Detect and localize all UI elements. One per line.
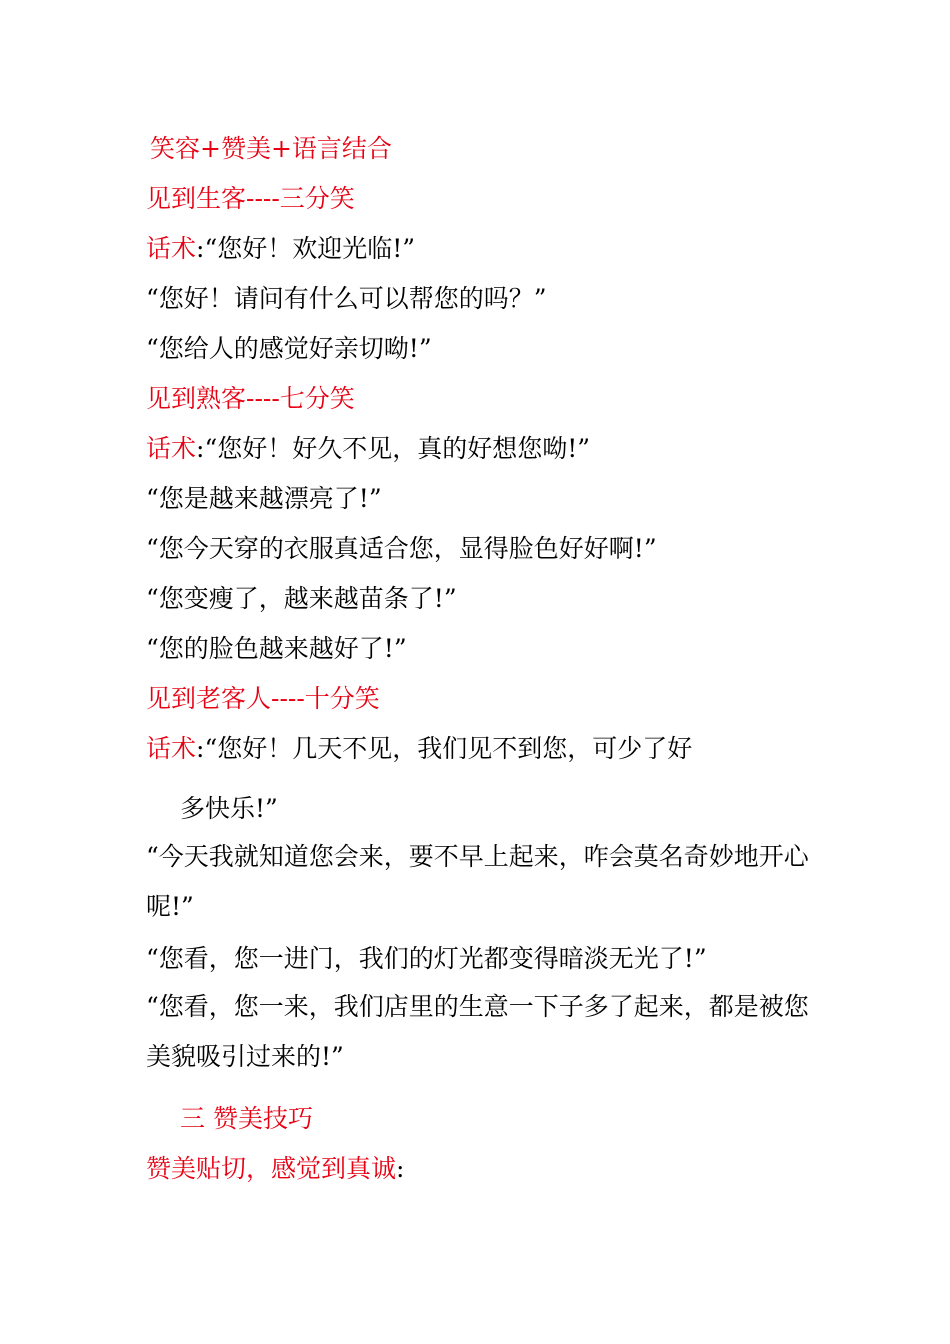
heading-colon: : <box>396 1154 405 1183</box>
script-new-customer-1 <box>146 232 415 266</box>
script-text: :“您好！欢迎光临!” <box>196 234 416 263</box>
script-old-customer-1-cont: 多快乐!” <box>180 794 278 823</box>
script-old-customer-4: “您看，您一来，我们店里的生意一下子多了起来，都是被您美貌吸引过来的!” <box>146 992 809 1071</box>
section-praise-skills: 三 赞美技巧 <box>180 1104 313 1133</box>
script-familiar-customer-2: “您是越来越漂亮了!” <box>146 484 382 513</box>
heading-smile-praise-language: 笑容+赞美+语言结合 <box>150 134 392 163</box>
script-new-customer-2: “您好！请问有什么可以帮您的吗？” <box>146 284 547 313</box>
script-old-customer-3: “您看，您一进门，我们的灯光都变得暗淡无光了!” <box>146 944 707 973</box>
script-familiar-customer-5: “您的脸色越来越好了!” <box>146 634 407 663</box>
heading-text: 赞美贴切，感觉到真诚 <box>146 1154 397 1183</box>
script-familiar-customer-1 <box>146 432 590 466</box>
script-new-customer-3: “您给人的感觉好亲切呦!” <box>146 334 432 363</box>
script-old-customer-1 <box>146 732 692 766</box>
heading-praise-sincere <box>146 1152 404 1186</box>
heading-old-customer: 见到老客人----十分笑 <box>146 684 380 713</box>
script-familiar-customer-4: “您变瘦了，越来越苗条了!” <box>146 584 457 613</box>
script-label: 话术 <box>146 234 197 263</box>
script-label: 话术 <box>146 734 197 763</box>
script-familiar-customer-3: “您今天穿的衣服真适合您，显得脸色好好啊!” <box>146 534 657 563</box>
script-text: :“您好！好久不见，真的好想您呦!” <box>196 434 591 463</box>
heading-new-customer: 见到生客----三分笑 <box>146 184 355 213</box>
script-label: 话术 <box>146 434 197 463</box>
script-old-customer-2: “今天我就知道您会来，要不早上起来，咋会莫名奇妙地开心呢!” <box>146 842 809 921</box>
heading-familiar-customer: 见到熟客----七分笑 <box>146 384 355 413</box>
script-text: :“您好！几天不见，我们见不到您，可少了好 <box>196 734 693 763</box>
